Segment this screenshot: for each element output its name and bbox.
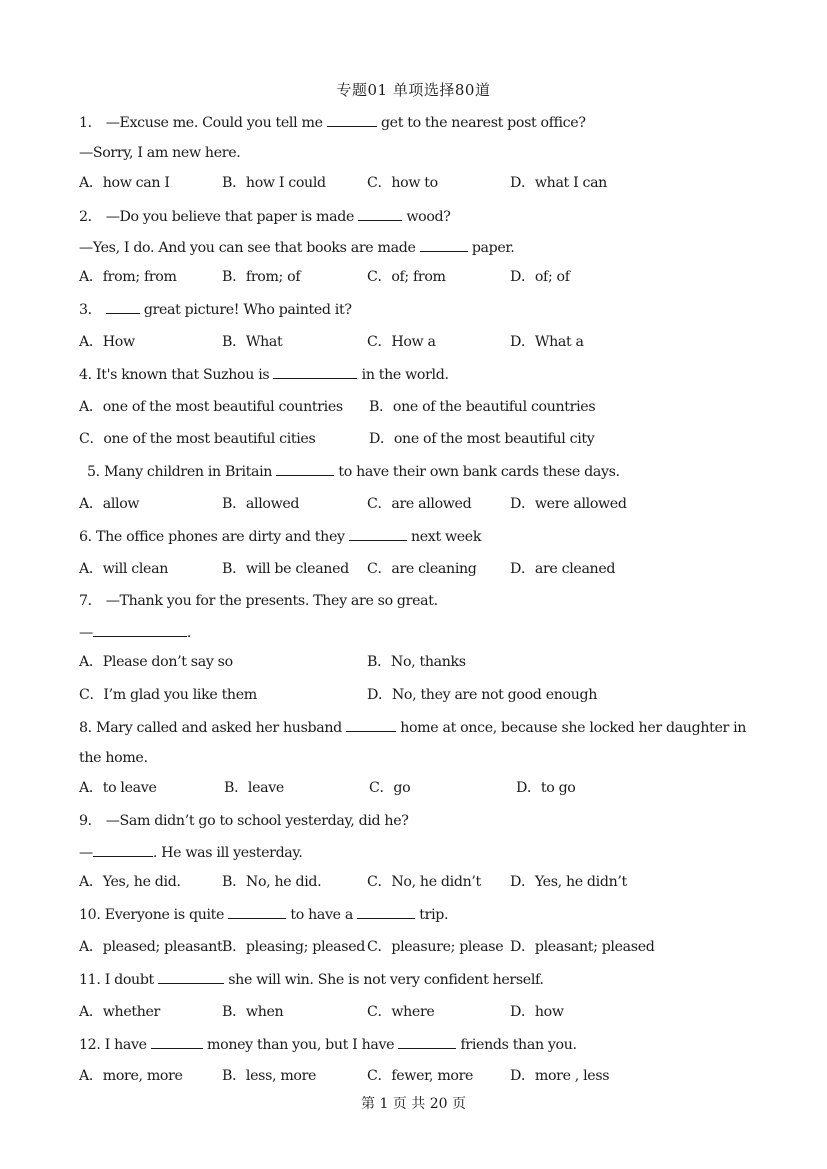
- answer-blank: [151, 1034, 203, 1049]
- answer-blank: [106, 299, 140, 314]
- question-9-reply: — . He was ill yesterday.: [79, 842, 302, 863]
- question-1-option-d: D．what I can: [510, 175, 607, 191]
- answer-blank: [273, 364, 357, 379]
- question-10-option-d: D．pleasant; pleased: [510, 939, 655, 955]
- question-12-option-b: B．less, more: [222, 1068, 317, 1084]
- question-6-option-c: C．are cleaning: [367, 561, 477, 577]
- question-7-option-c: C．I’m glad you like them: [79, 687, 257, 703]
- question-6-option-d: D．are cleaned: [510, 561, 616, 577]
- answer-blank: [228, 904, 286, 919]
- question-9-option-b: B．No, he did.: [222, 874, 322, 890]
- question-4-option-c: C．one of the most beautiful cities: [79, 431, 316, 447]
- question-7-option-d: D．No, they are not good enough: [367, 687, 598, 703]
- question-1-stem: 1． —Excuse me. Could you tell me get to the nearest post office?: [79, 112, 586, 133]
- question-12-option-d: D．more , less: [510, 1068, 610, 1084]
- question-3-stem: 3． great picture! Who painted it?: [79, 299, 352, 320]
- question-8-stem-cont: the home.: [79, 750, 148, 766]
- question-9-option-d: D．Yes, he didn’t: [510, 874, 627, 890]
- question-8-option-d: D．to go: [516, 780, 576, 796]
- question-4-option-b: B．one of the beautiful countries: [369, 399, 596, 415]
- question-9-option-a: A．Yes, he did.: [79, 874, 181, 890]
- question-7-option-a: A．Please don’t say so: [79, 654, 233, 670]
- answer-blank: [158, 969, 224, 984]
- answer-blank: [398, 1034, 456, 1049]
- question-2-stem: 2． —Do you believe that paper is made wood?: [79, 206, 451, 227]
- question-12-option-c: C．fewer, more: [367, 1068, 474, 1084]
- question-10-option-b: B．pleasing; pleased: [222, 939, 365, 955]
- question-2-reply: —Yes, I do. And you can see that books are made paper.: [79, 237, 514, 258]
- question-10-stem: 10. Everyone is quite to have a trip.: [79, 904, 448, 925]
- question-9-stem: 9． —Sam didn’t go to school yesterday, did he?: [79, 813, 409, 829]
- question-5-option-b: B．allowed: [222, 496, 300, 512]
- question-1-option-c: C．how to: [367, 175, 438, 191]
- question-8-stem: 8. Mary called and asked her husband home at once, because she locked her daughter in: [79, 717, 746, 738]
- question-1-option-a: A．how can I: [79, 175, 170, 191]
- question-5-option-a: A．allow: [79, 496, 140, 512]
- question-3-option-c: C．How a: [367, 334, 436, 350]
- question-7-stem: 7． —Thank you for the presents. They are so great.: [79, 593, 438, 609]
- answer-blank: [357, 904, 415, 919]
- answer-blank: [420, 237, 468, 252]
- answer-blank: [349, 526, 407, 541]
- answer-blank: [327, 112, 377, 127]
- question-1-option-b: B．how I could: [222, 175, 326, 191]
- question-8-option-c: C．go: [369, 780, 411, 796]
- answer-blank: [93, 842, 153, 857]
- question-11-option-a: A．whether: [79, 1004, 160, 1020]
- question-4-option-a: A．one of the most beautiful countries: [79, 399, 343, 415]
- question-3-option-d: D．What a: [510, 334, 584, 350]
- question-11-option-b: B．when: [222, 1004, 284, 1020]
- question-2-option-a: A．from; from: [79, 269, 177, 285]
- question-6-option-b: B．will be cleaned: [222, 561, 349, 577]
- question-10-option-a: A．pleased; pleasant: [79, 939, 223, 955]
- question-9-option-c: C．No, he didn’t: [367, 874, 481, 890]
- question-2-option-b: B．from; of: [222, 269, 301, 285]
- question-11-stem: 11. I doubt she will win. She is not very confident herself.: [79, 969, 544, 990]
- answer-blank: [93, 622, 187, 637]
- question-10-option-c: C．pleasure; please: [367, 939, 504, 955]
- page-footer: 第 1 页 共 20 页: [361, 1096, 466, 1112]
- question-5-option-c: C．are allowed: [367, 496, 472, 512]
- question-12-option-a: A．more, more: [79, 1068, 183, 1084]
- question-4-option-d: D．one of the most beautiful city: [369, 431, 595, 447]
- question-11-option-d: D．how: [510, 1004, 564, 1020]
- question-8-option-a: A．to leave: [79, 780, 157, 796]
- question-1-reply: —Sorry, I am new here.: [79, 145, 241, 161]
- question-2-option-c: C．of; from: [367, 269, 446, 285]
- question-6-stem: 6. The office phones are dirty and they next week: [79, 526, 481, 547]
- question-3-option-a: A．How: [79, 334, 135, 350]
- answer-blank: [358, 206, 402, 221]
- page-title: 专题01 单项选择80道: [336, 81, 491, 99]
- answer-blank: [346, 717, 396, 732]
- question-3-option-b: B．What: [222, 334, 283, 350]
- question-7-option-b: B．No, thanks: [367, 654, 466, 670]
- question-5-stem: 5. Many children in Britain to have their own bank cards these days.: [87, 461, 620, 482]
- question-4-stem: 4. It's known that Suzhou is in the world.: [79, 364, 449, 385]
- question-2-option-d: D．of; of: [510, 269, 570, 285]
- question-6-option-a: A．will clean: [79, 561, 168, 577]
- question-7-reply: — .: [79, 622, 191, 643]
- question-11-option-c: C．where: [367, 1004, 435, 1020]
- question-8-option-b: B．leave: [224, 780, 284, 796]
- answer-blank: [276, 461, 334, 476]
- question-12-stem: 12. I have money than you, but I have friends than you.: [79, 1034, 577, 1055]
- question-5-option-d: D．were allowed: [510, 496, 627, 512]
